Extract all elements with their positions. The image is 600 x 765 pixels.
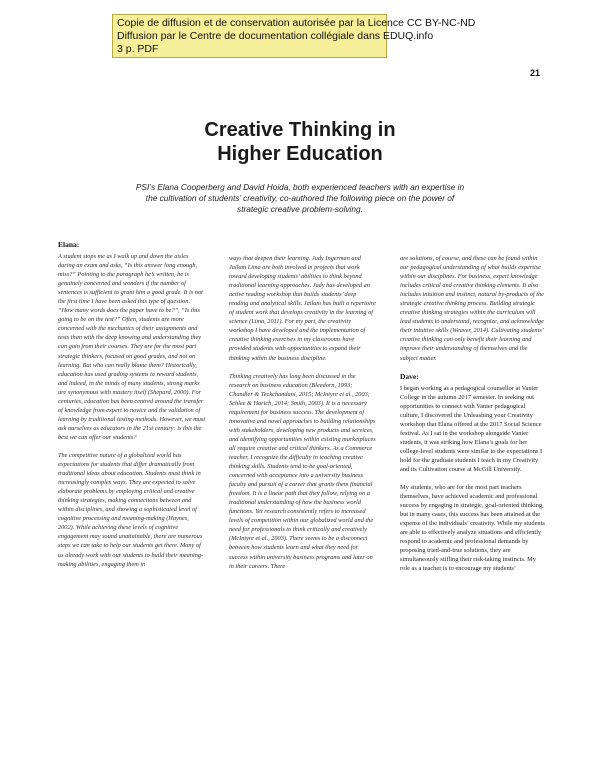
col3-paragraph-3: My students, who are for the most part teachers themselves, have achieved academic and professional success by engaging in strategic, goal-oriented thinking, but in many cases, this success has been attained at the expense of the individuals’ creativity. While my students are able to effectively analyze situations and efficiently respond to academic and professional demands by proposing tried-and-true solutions, they are simultaneously stifling their risk-taking instincts. My role as a teacher is to encourage my students’	[400, 484, 545, 573]
column-1	[58, 240, 206, 578]
col1-paragraph-1: A student stops me as I walk up and down the aisles during an exam and asks, “Is this answer long enough, miss?” Pointing to the paragraph he’s written, he is genuinely concerned and wonders if the number of sentences is sufficient to grant him a good grade. It is not the first time I have been asked this type of question. “How many words does the paper have to be?”, “Is this going to be on the test?” Often, students are more concerned with the mechanics of their assignments and tests than with the deep knowing and understanding they can gain from their courses. They are for the most part strategic thinkers, focused on good grades, and not on learning. But who can really blame them? Historically, education has used grading systems to reward students, and indeed, in the minds of many students, strong marks are synonymous with mastery itself (Shepard, 2000). For centuries, education has been centred around the transfer of knowledge from expert to novice and the validation of learning by traditional testing methods. However, we must ask ourselves as educators in the 21st century: is this the best we can offer our students?	[58, 253, 206, 441]
column-2	[229, 254, 376, 580]
license-banner	[112, 14, 476, 58]
article-intro: PSI’s Elana Cooperberg and David Hoida, both experienced teachers with an expertise in the cultivation of students’ creativity, co-authored the following piece on the power of strategic creative problem-solving.	[135, 182, 465, 214]
column-3	[400, 254, 546, 583]
banner-line-diffusion: Diffusion par le Centre de documentation collégiale dans EDUQ.info	[117, 30, 434, 42]
heading-elana: Elana:	[58, 240, 80, 249]
title-line-1: Creative Thinking in	[204, 119, 396, 141]
col3-paragraph-2: I began working as a pedagogical counsellor at Vanier College in the autumn 2017 semester. In seeking out opportunities to connect with Vanier pedagogical culture, I discovered the Unleashing your Creativity workshop that Elana offered at the 2017 Social Science festival. As I sat in the workshop alongside Vanier students, it was striking how Elana’s goals for her college-level students were similar to the expectations I hold for the graduate students I teach in my Creativity and its Cultivation course at McGill University.	[400, 384, 543, 473]
banner-line-pages: 3 p. PDF	[117, 43, 159, 55]
banner-line-license: Copie de diffusion et de conservation autorisée par la Licence CC BY-NC-ND	[117, 17, 476, 29]
col2-paragraph-2: Thinking creatively has long been discussed in the research on business education (Bleedorn, 1993; Chandler & Teckchandani, 2015; McIntyre et al., 2003; Schlee & Harich, 2014; Smith, 2003). It is a necessary requirement for business success. The development of innovative and novel approaches to building relationships with stakeholders, developing new products and services, and identifying opportunities within existing marketplaces all require creative and critical thinkers. As a Commerce teacher, I recognize the difficulty in teaching creative thinking skills. Students tend to be goal-oriented, concerned with acceptance into a university business faculty and pursuit of a career that grants them financial freedom. It is a linear path that they follow, relying on a traditional understanding of how the business world functions. Yet research consistently refers to increased levels of competition within our globalized world and the need for professionals to think critically and creatively (McIntyre et al., 2003). There seems to be a disconnect between how students learn and what they need for success within university business programs and later on in their careers. There	[229, 372, 376, 570]
heading-dave: Dave:	[400, 371, 419, 381]
article-title	[0, 118, 600, 166]
title-line-2: Higher Education	[217, 143, 383, 165]
col2-paragraph-1: ways that deepen their learning. Judy Ingerman and Jailam Lima are both involved in projects that work toward developing students’ abilities to think beyond traditional learning approaches. Judy has developed an active reading workshop that builds students’ deep reading and analytical skills. Jailam has built a repertoire of student work that develops creativity in the learning of science (Lima, 2011). For my part, the creativity workshop I have developed and the implementation of creative thinking exercises in my classrooms have provided students with opportunities to expand their thinking within the business discipline.	[229, 255, 376, 362]
col1-paragraph-2: The competitive nature of a globalized world has expectations for students that differ dramatically from traditional ideas about education. Students must think in increasingly complex ways. They are expected to solve elaborate problems by employing critical and creative thinking strategies, making connections between and within disciplines, and showing a sophisticated level of cognitive processing and meaning-making (Haynes, 2002). While achieving these levels of cognitive engagement may sound unattainable, there are numerous steps we can take to help our students get there. Many of us already work with our students to build their meaning-making abilities, engaging them in	[58, 451, 204, 568]
page-number: 21	[529, 68, 540, 78]
col3-paragraph-1: are solutions, of course, and these can be found within our pedagogical understanding of what builds expertise within our disciplines. For business, expert knowledge includes critical and creative thinking elements. It also includes intuition and instinct, natural by-products of the strategic creative thinking process. Building strategic creative thinking strategies within the curriculum will lead students to understand, recognize, and acknowledge their intuitive skills (Weaver, 2014). Cultivating students’ creative thinking can only benefit their learning and improve their understanding of themselves and the subject matter.	[400, 255, 544, 362]
